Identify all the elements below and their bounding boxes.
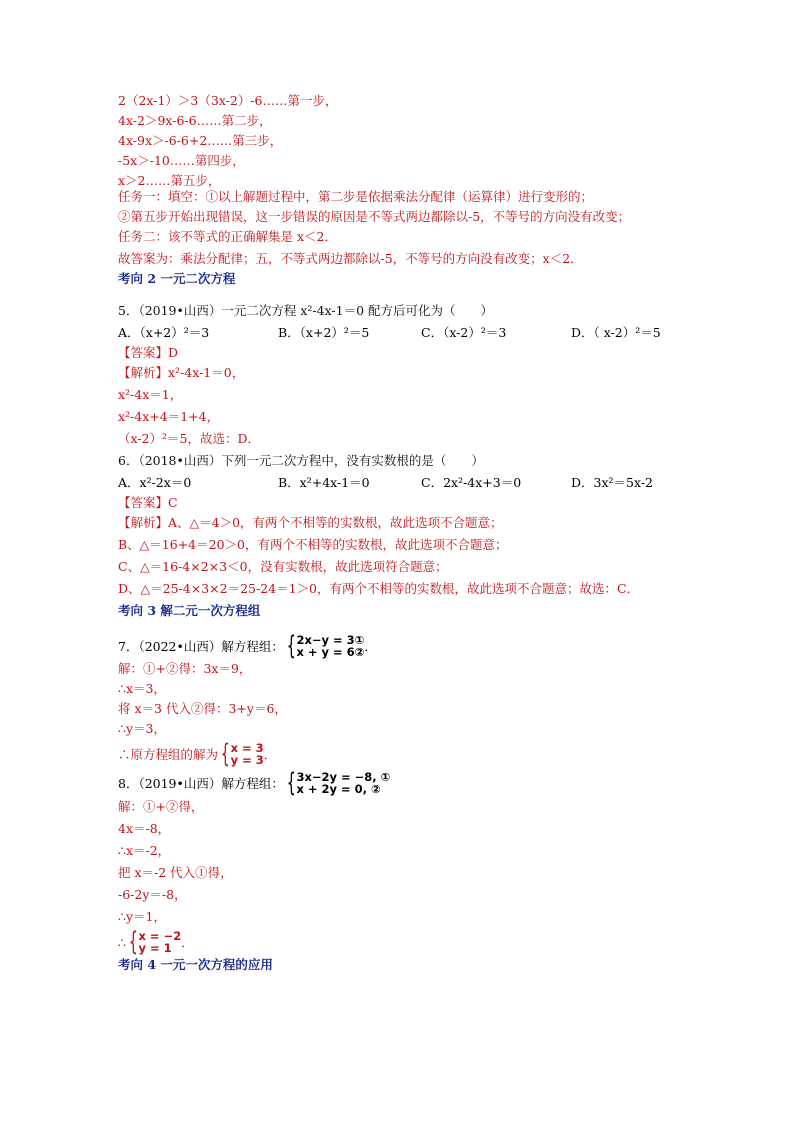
option-b: B．x²+4x-1＝0 xyxy=(278,475,370,490)
step-5: x＞2……第五步， xyxy=(118,173,221,188)
question-6-analysis-4: D、△＝25-4×3×2＝25-24＝1＞0，有两个不相等的实数根，故此选项不合题意；故选：C． xyxy=(118,581,640,596)
question-8-stem: 8．（2019•山西）解方程组： { 3x−2y = −8, ① x + 2y = 0, ② xyxy=(118,768,391,798)
option-a: A．x²-2x＝0 xyxy=(118,475,192,490)
task-one: 任务一：填空：①以上解题过程中，第二步是依据乘法分配律（运算律）进行变形的； xyxy=(118,189,594,204)
brace-icon: { xyxy=(286,768,296,798)
question-8-step-2: 4x＝-8， xyxy=(118,821,171,836)
question-5-answer: 【答案】D xyxy=(118,345,179,360)
option-b: B．（x+2）²＝5 xyxy=(278,325,370,340)
question-8-step-1: 解：①+②得， xyxy=(118,799,204,814)
question-5-analysis-3: x²-4x+4＝1+4， xyxy=(118,409,220,424)
step-3: 4x-9x＞-6-6+2……第三步， xyxy=(118,133,283,148)
option-a: A．（x+2）²＝3 xyxy=(118,325,210,340)
question-8-step-4: 把 x＝-2 代入①得， xyxy=(118,865,233,880)
question-7-step-2: ∴x＝3， xyxy=(118,681,166,696)
question-6-options xyxy=(118,474,688,494)
question-8-step-5: -6-2y＝-8， xyxy=(118,887,187,902)
step-1: 2（2x-1）＞3（3x-2）-6……第一步， xyxy=(118,93,338,108)
solution-system: { x = −2 y = 1 xyxy=(128,927,182,957)
question-8-step-3: ∴x＝-2， xyxy=(118,843,171,858)
document-page xyxy=(118,92,688,978)
equation-2: x + y = 6② xyxy=(296,645,365,659)
question-6-analysis-2: B、△＝16+4＝20＞0，有两个不相等的实数根，故此选项不合题意； xyxy=(118,537,508,552)
task-one-part-two: ②第五步开始出现错误，这一步错误的原因是不等式两边都除以-5，不等号的方向没有改变； xyxy=(118,209,631,224)
brace-icon: { xyxy=(220,739,230,769)
question-7-stem: 7．（2022•山西）解方程组： { 2x−y = 3① x + y = 6② ． xyxy=(118,631,377,661)
question-6-stem: 6．（2018•山西）下列一元二次方程中，没有实数根的是（ ） xyxy=(118,453,484,468)
question-6-analysis-1: 【解析】A、△＝4＞0，有两个不相等的实数根，故此选项不合题意； xyxy=(118,515,503,530)
question-5-analysis-1: 【解析】x²-4x-1＝0， xyxy=(118,365,245,380)
equation-system xyxy=(286,633,365,659)
question-7-step-4: ∴y＝3， xyxy=(118,721,166,736)
section-heading-4: 考向 4 一元一次方程的应用 xyxy=(118,957,273,972)
question-5-options xyxy=(118,324,688,344)
task-answer: 故答案为：乘法分配律；五，不等式两边都除以-5，不等号的方向没有改变；x＜2． xyxy=(118,251,583,266)
question-5-analysis-2: x²-4x＝1， xyxy=(118,387,183,402)
equation-1: 3x−2y = −8, ① xyxy=(296,770,391,784)
question-6-analysis-3: C、△＝16-4×2×3＜0，没有实数根，故此选项符合题意； xyxy=(118,559,448,574)
equation-1: 2x−y = 3① xyxy=(296,633,365,647)
question-5-analysis-4: （x-2）²＝5，故选：D． xyxy=(118,431,260,446)
question-7-step-1: 解：①+②得：3x＝9， xyxy=(118,661,252,676)
option-c: C．2x²-4x+3＝0 xyxy=(421,475,522,490)
option-c: C．（x-2）²＝3 xyxy=(421,325,507,340)
brace-icon: { xyxy=(128,927,138,957)
task-two: 任务二：该不等式的正确解集是 x＜2． xyxy=(118,229,337,244)
step-2: 4x-2＞9x-6-6……第二步， xyxy=(118,113,272,128)
solution-system: { x = 3 y = 3 xyxy=(220,739,264,769)
step-4: -5x＞-10……第四步， xyxy=(118,153,245,168)
section-heading-3: 考向 3 解二元一次方程组 xyxy=(118,603,261,618)
question-8-step-6: ∴y＝1， xyxy=(118,909,166,924)
question-8-solution: ∴ { x = −2 y = 1 ． xyxy=(118,927,194,957)
question-7-step-3: 将 x＝3 代入②得：3+y＝6， xyxy=(118,701,287,716)
equation-system xyxy=(286,770,391,796)
option-d: D．（ x-2）²＝5 xyxy=(571,325,661,340)
question-5-stem: 5．（2019•山西）一元二次方程 x²-4x-1＝0 配方后可化为（ ） xyxy=(118,303,494,318)
section-heading-2: 考向 2 一元二次方程 xyxy=(118,271,236,286)
question-7-solution: ∴原方程组的解为 { x = 3 y = 3 ． xyxy=(118,739,277,769)
brace-icon: { xyxy=(286,631,296,661)
option-d: D．3x²＝5x-2 xyxy=(571,475,653,490)
equation-2: x + 2y = 0, ② xyxy=(296,782,381,796)
question-6-answer: 【答案】C xyxy=(118,495,178,510)
